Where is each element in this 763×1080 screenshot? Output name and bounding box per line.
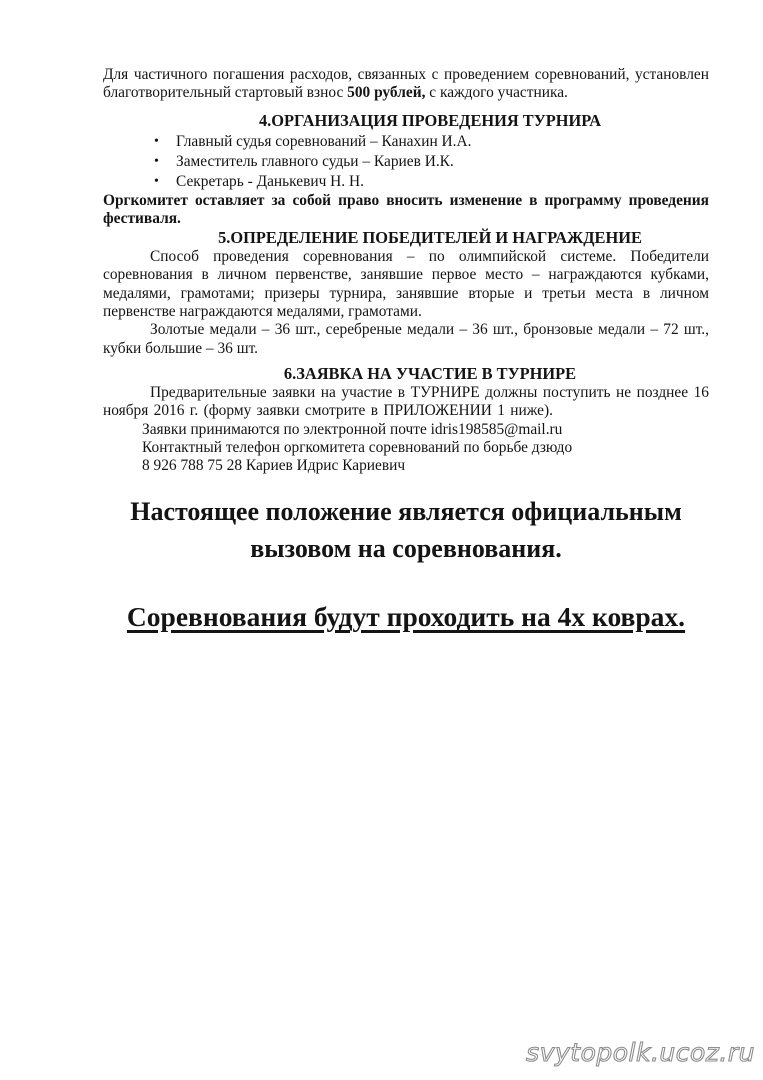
- mats-statement: Соревнования будут проходить на 4х коврах.: [126, 601, 686, 633]
- section-4-heading: 4.ОРГАНИЗАЦИЯ ПРОВЕДЕНИЯ ТУРНИРА: [258, 110, 602, 130]
- paragraph-medals-count: Золотые медали – 36 шт., серебреные медали – 36 шт., бронзовые медали – 72 шт., кубки большие – 36 шт.: [103, 321, 709, 357]
- section-6-heading: 6.ЗАЯВКА НА УЧАСТИЕ В ТУРНИРЕ: [283, 363, 577, 383]
- entry-fee-text-end: с каждого участника.: [425, 84, 568, 102]
- paragraph-orgcommittee-note: Оргкомитет оставляет за собой право вносить изменение в программу проведения фестиваля.: [103, 191, 709, 227]
- list-item-chief-judge: [152, 132, 709, 152]
- entry-fee-text-start: Для частичного погашения расходов, связанных с проведением соревнований, установлен благотворительный стартовый взнос: [103, 66, 709, 102]
- entry-fee-amount: 500 рублей,: [347, 84, 426, 102]
- officials-list: [103, 132, 709, 192]
- paragraph-application-deadline: Предварительные заявки на участие в ТУРНИРЕ должны поступить не позднее 16 ноября 2016 г. (форму заявки смотрите в ПРИЛОЖЕНИИ 1 ниже).: [103, 383, 709, 420]
- paragraph-competition-method: Способ проведения соревнования – по олимпийской системе. Победители соревнования в личном первенстве, занявшие первое место – награждаются кубками, медалями, грамотами; призеры турнира, занявшие вторые и третьи места в личном первенстве награждаются медалями, грамотами.: [103, 248, 709, 321]
- list-item-text: Главный судья соревнований – Канахин И.А.: [176, 132, 472, 150]
- bullet-icon: •: [154, 173, 159, 189]
- phone-intro-line: Контактный телефон оргкомитета соревнований по борьбе дзюдо: [142, 438, 573, 456]
- list-item-text: Заместитель главного судьи – Кариев И.К.: [176, 152, 454, 170]
- section-5-heading: 5.ОПРЕДЕЛЕНИЕ ПОБЕДИТЕЛЕЙ И НАГРАЖДЕНИЕ: [218, 228, 642, 248]
- official-call-statement: Настоящее положение является официальным вызовом на соревнования.: [130, 497, 682, 564]
- paragraph-entry-fee: [103, 66, 709, 103]
- bullet-icon: •: [154, 153, 159, 169]
- list-item-text: Секретарь - Данькевич Н. Н.: [176, 172, 364, 190]
- bullet-icon: •: [154, 133, 159, 149]
- phone-line: 8 926 788 75 28 Кариев Идрис Кариевич: [142, 457, 406, 475]
- list-item-secretary: [152, 172, 709, 192]
- watermark-text: svytopolk.ucoz.ru: [526, 1038, 755, 1067]
- document-content: [103, 66, 709, 635]
- list-item-deputy-judge: [152, 152, 709, 172]
- email-line: Заявки принимаются по электронной почте idris198585@mail.ru: [142, 420, 563, 438]
